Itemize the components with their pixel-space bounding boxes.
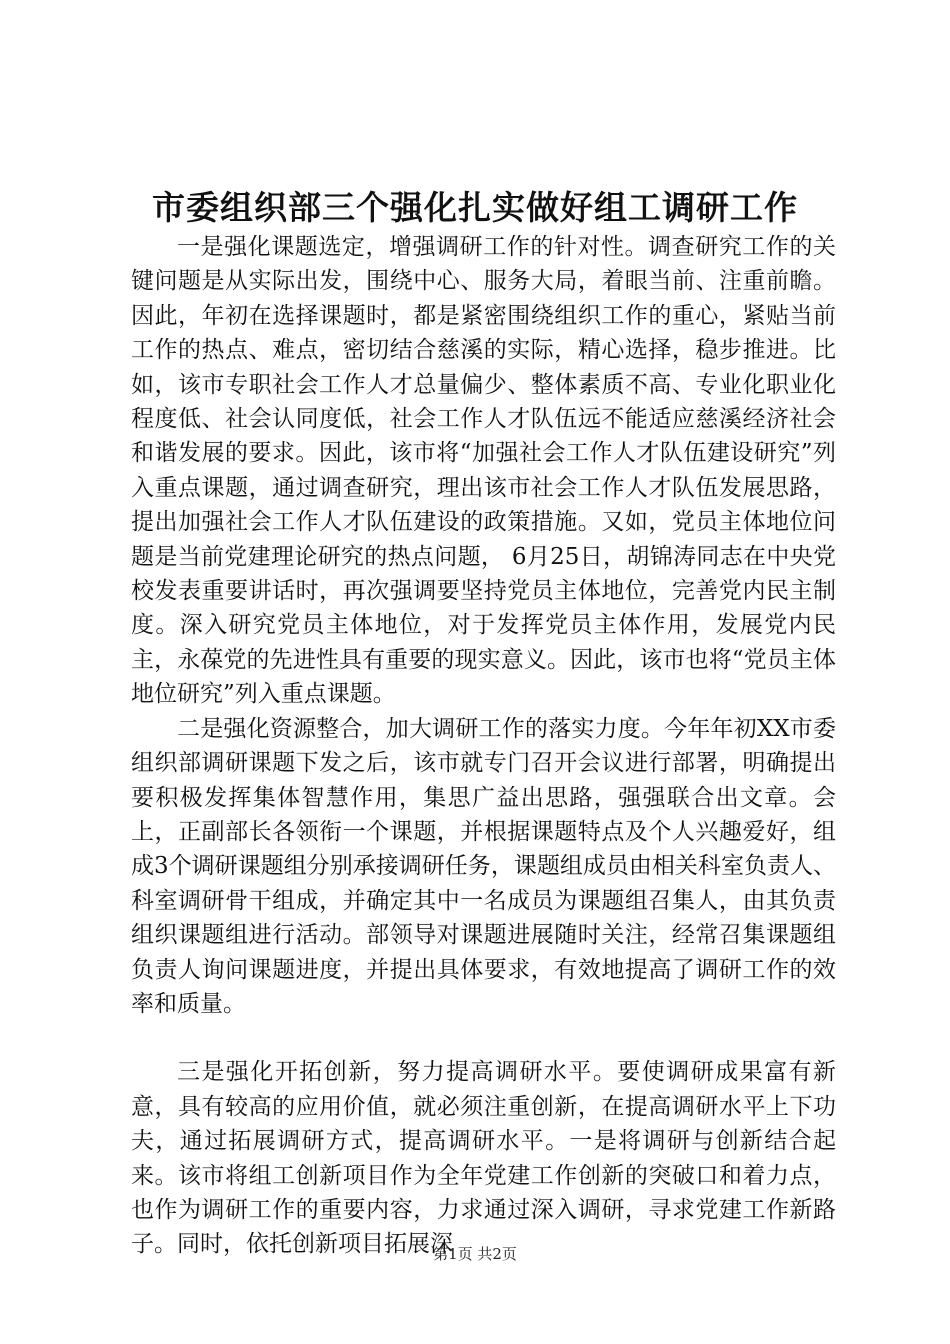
paragraph-3: 三是强化开拓创新，努力提高调研水平。要使调研成果富有新意，具有较高的应用价值，就必须注重创新，在提高调研水平上下功夫，通过拓展调研方式，提高调研水平。一是将调研与创新结合起来。该市将组工创新项目作为全年党建工作创新的突破口和着力点，也作为调研工作的重要内容，力求通过深入调研，寻求党建工作新路子。同时，依托创新项目拓展深 [131, 1059, 836, 1258]
page-footer: 第1页 共2页 [433, 1245, 517, 1263]
document-body [131, 230, 836, 1262]
paragraph-1: 一是强化课题选定，增强调研工作的针对性。调查研究工作的关键问题是从实际出发，围绕中心、服务大局，着眼当前、注重前瞻。因此，年初在选择课题时，都是紧密围绕组织工作的重心，紧贴当前工作的热点、难点，密切结合慈溪的实际，精心选择，稳步推进。比如，该市专职社会工作人才总量偏少、整体素质不高、专业化职业化程度低、社会认同度低，社会工作人才队伍远不能适应慈溪经济社会和谐发展的要求。因此，该市将“加强社会工作人才队伍建设研究”列入重点课题，通过调查研究，理出该市社会工作人才队伍发展思路，提出加强社会工作人才队伍建设的政策措施。又如，党员主体地位问题是当前党建理论研究的热点问题， 6月25日，胡锦涛同志在中央党校发表重要讲话时，再次强调要坚持党员主体地位，完善党内民主制度。深入研究党员主体地位，对于发挥党员主体作用，发展党内民主，永葆党的先进性具有重要的现实意义。因此，该市也将“党员主体地位研究”列入重点课题。 [131, 234, 836, 708]
document-title: 市委组织部三个强化扎实做好组工调研工作 [152, 188, 798, 227]
paragraph-2: 二是强化资源整合，加大调研工作的落实力度。今年年初XX市委组织部调研课题下发之后，该市就专门召开会议进行部署，明确提出要积极发挥集体智慧作用，集思广益出思路，强强联合出文章。会上，正副部长各领衔一个课题，并根据课题特点及个人兴趣爱好，组成3个调研课题组分别承接调研任务，课题组成员由相关科室负责人、科室调研骨干组成，并确定其中一名成员为课题组召集人，由其负责组织课题组进行活动。部领导对课题进展随时关注，经常召集课题组负责人询问课题进度，并提出具体要求，有效地提高了调研工作的效率和质量。 [131, 715, 836, 1017]
